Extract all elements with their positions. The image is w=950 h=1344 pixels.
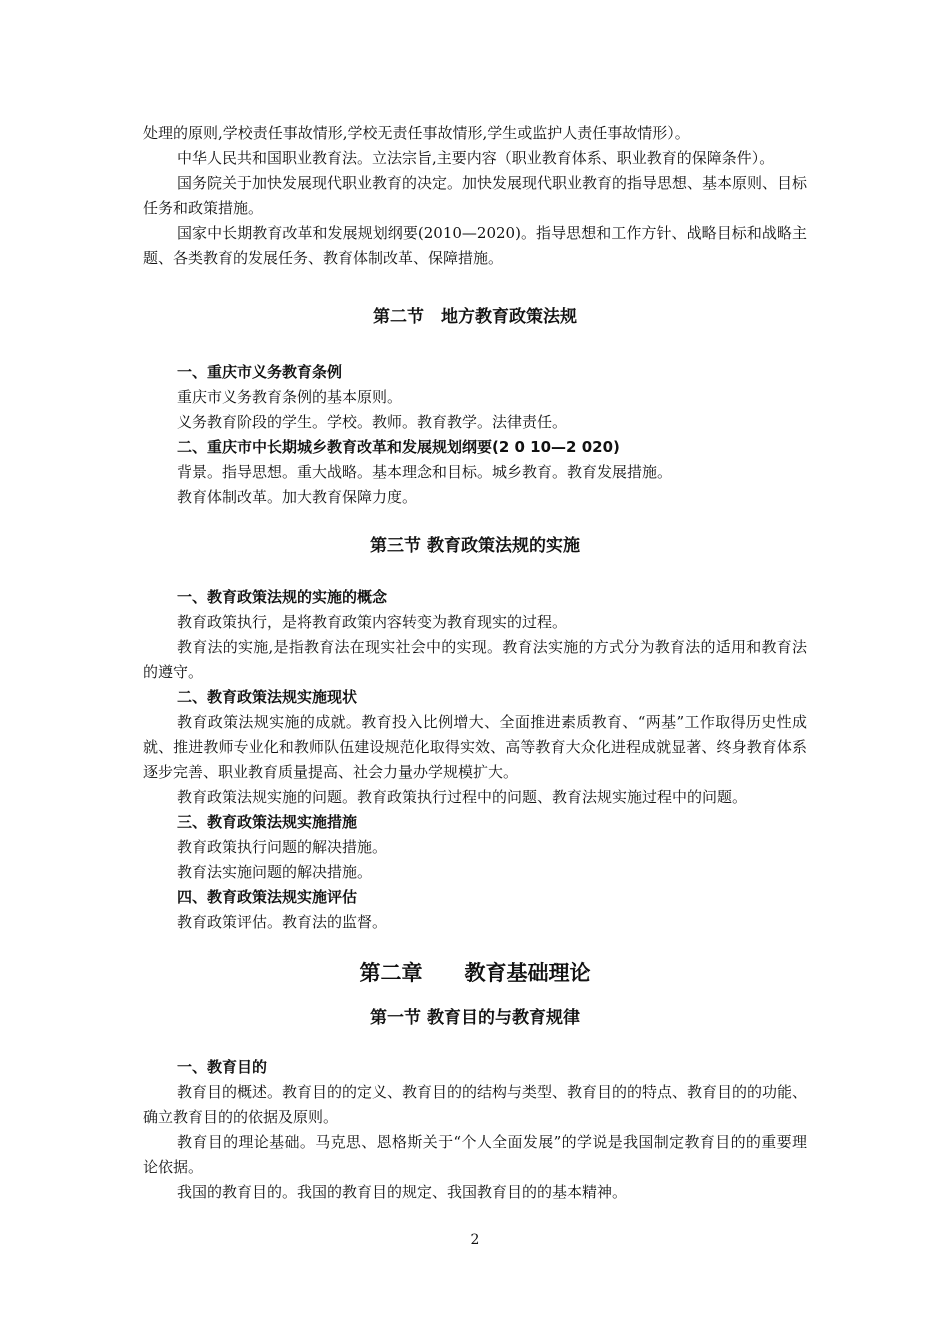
paragraph: 教育体制改革。加大教育保障力度。 [177, 488, 418, 506]
subsection-heading: 二、教育政策法规实施现状 [177, 688, 358, 706]
paragraph: 教育目的理论基础。马克思、恩格斯关于“个人全面发展”的学说是我国制定教育目的的重要理论依据。 [143, 1133, 807, 1176]
subsection-heading: 四、教育政策法规实施评估 [177, 888, 358, 906]
section-title: 第三节 教育政策法规的实施 [370, 536, 580, 556]
page-number: 2 [470, 1232, 480, 1248]
paragraph: 教育政策执行，是将教育政策内容转变为教育现实的过程。 [177, 613, 568, 631]
chapter-title: 第二章 教育基础理论 [359, 961, 591, 985]
subsection-heading: 一、教育政策法规的实施的概念 [177, 588, 388, 606]
paragraph: 教育政策执行问题的解决措施。 [177, 838, 388, 856]
paragraph: 义务教育阶段的学生。学校。教师。教育教学。法律责任。 [177, 413, 568, 431]
subsection-heading: 一、重庆市义务教育条例 [177, 363, 343, 381]
section-title: 第一节 教育目的与教育规律 [370, 1008, 580, 1028]
paragraph: 背景。指导思想。重大战略。基本理念和目标。城乡教育。教育发展措施。 [177, 463, 673, 481]
paragraph: 国家中长期教育改革和发展规划纲要(2010—2020)。指导思想和工作方针、战略目标和战略主题、各类教育的发展任务、教育体制改革、保障措施。 [143, 224, 807, 267]
paragraph: 教育法的实施,是指教育法在现实社会中的实现。教育法实施的方式分为教育法的适用和教育法的遵守。 [143, 638, 807, 681]
paragraph: 中华人民共和国职业教育法。立法宗旨,主要内容（职业教育体系、职业教育的保障条件）。 [177, 149, 775, 167]
subsection-heading: 二、重庆市中长期城乡教育改革和发展规划纲要(2 0 10—2 020) [177, 438, 620, 456]
paragraph: 教育政策评估。教育法的监督。 [177, 913, 388, 931]
section-title: 第二节 地方教育政策法规 [373, 307, 577, 327]
paragraph: 教育政策法规实施的问题。教育政策执行过程中的问题、教育法规实施过程中的问题。 [177, 788, 748, 806]
paragraph: 重庆市义务教育条例的基本原则。 [177, 388, 403, 406]
page-content [143, 121, 807, 1205]
subsection-heading: 一、教育目的 [177, 1058, 268, 1076]
paragraph: 我国的教育目的。我国的教育目的规定、我国教育目的的基本精神。 [177, 1183, 628, 1201]
paragraph: 国务院关于加快发展现代职业教育的决定。加快发展现代职业教育的指导思想、基本原则、目标任务和政策措施。 [143, 174, 808, 217]
paragraph: 教育目的概述。教育目的的定义、教育目的的结构与类型、教育目的的特点、教育目的的功能、确立教育目的的依据及原则。 [143, 1083, 808, 1126]
paragraph: 教育政策法规实施的成就。教育投入比例增大、全面推进素质教育、“两基”工作取得历史性成就、推进教师专业化和教师队伍建设规范化取得实效、高等教育大众化进程成就显著、终身教育体系逐步完善、职业教育质量提高、社会力量办学规模扩大。 [143, 713, 807, 781]
paragraph: 教育法实施问题的解决措施。 [177, 863, 373, 881]
subsection-heading: 三、教育政策法规实施措施 [177, 813, 358, 831]
paragraph: 处理的原则,学校责任事故情形,学校无责任事故情形,学生或监护人责任事故情形）。 [143, 124, 690, 142]
